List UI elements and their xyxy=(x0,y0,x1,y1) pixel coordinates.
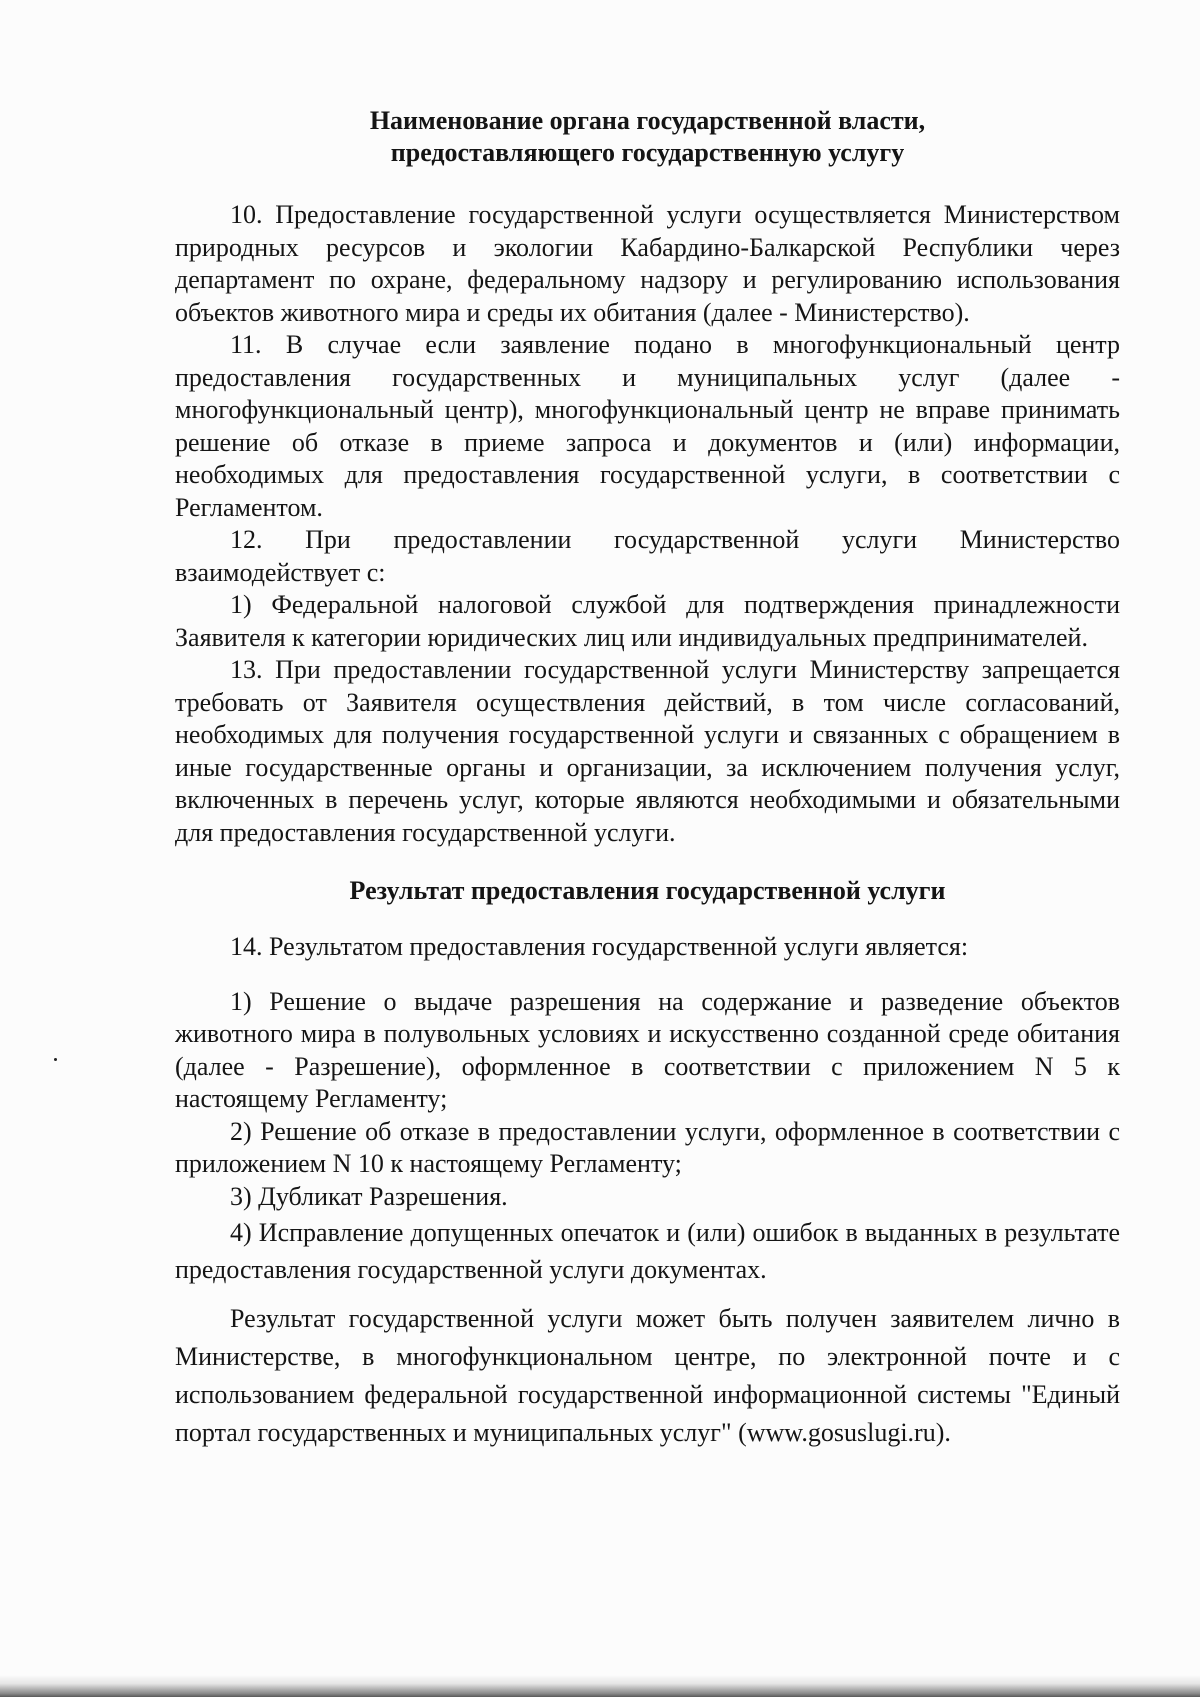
paragraph-10: 10. Предоставление государственной услуги осуществляется Министерством природных ресурсов и экологии Кабардино-Балкарской Республики через департамент по охране, федеральному надзору и регулированию использования объектов животного мира и среды их обитания (далее - Министерство). xyxy=(175,200,1120,327)
paragraph-14: 14. Результатом предоставления государственной услуги является: xyxy=(230,932,969,961)
section-heading-result: Результат предоставления государственной услуги xyxy=(349,876,946,905)
paragraph-result-delivery: Результат государственной услуги может быть получен заявителем лично в Министерстве, в многофункциональном центре, по электронной почте и с использованием федеральной государственной информационной системы "Единый портал государственных и муниципальных услуг" (www.gosuslugi.ru). xyxy=(175,1304,1120,1447)
scan-speck xyxy=(54,1058,57,1061)
paragraph-14-item-2: 2) Решение об отказе в предоставлении услуги, оформленное в соответствии с приложением N 10 к настоящему Регламенту; xyxy=(175,1116,1120,1178)
paragraph-14-item-1: 1) Решение о выдаче разрешения на содержание и разведение объектов животного мира в полувольных условиях и искусственно созданной среде обитания (далее - Разрешение), оформленное в соответствии с приложением N 5 к настоящему Регламенту; xyxy=(175,986,1120,1113)
paragraph-12: 12. При предоставлении государственной услуги Министерство взаимодействует с: xyxy=(175,525,1120,587)
section-heading-authority xyxy=(175,105,1120,169)
paragraph-13: 13. При предоставлении государственной услуги Министерству запрещается требовать от Заявителя осуществления действий, в том числе согласований, необходимых для получения государственной услуги и связанных с обращением в иные государственные органы и организации, за исключением получения услуг, включенных в перечень услуг, которые являются необходимыми и обязательными для предоставления государственной услуги. xyxy=(175,655,1120,847)
heading-line: предоставляющего государственную услугу xyxy=(390,138,905,167)
paragraph-12-item-1: 1) Федеральной налоговой службой для подтверждения принадлежности Заявителя к категории юридических лиц или индивидуальных предпринимателей. xyxy=(175,590,1120,652)
document-body xyxy=(175,105,1120,1452)
paragraph-11: 11. В случае если заявление подано в многофункциональный центр предоставления государственных и муниципальных услуг (далее - многофункциональный центр), многофункциональный центр не вправе принимать решение об отказе в приеме запроса и документов и (или) информации, необходимых для предоставления государственной услуги, в соответствии с Регламентом. xyxy=(175,330,1120,522)
paragraph-14-item-3: 3) Дубликат Разрешения. xyxy=(230,1181,508,1211)
paragraph-14-item-4: 4) Исправление допущенных опечаток и (или) ошибок в выданных в результате предоставления государственной услуги документах. xyxy=(175,1218,1120,1284)
scan-bottom-edge xyxy=(0,1675,1200,1697)
heading-line: Наименование органа государственной власти, xyxy=(369,106,926,135)
